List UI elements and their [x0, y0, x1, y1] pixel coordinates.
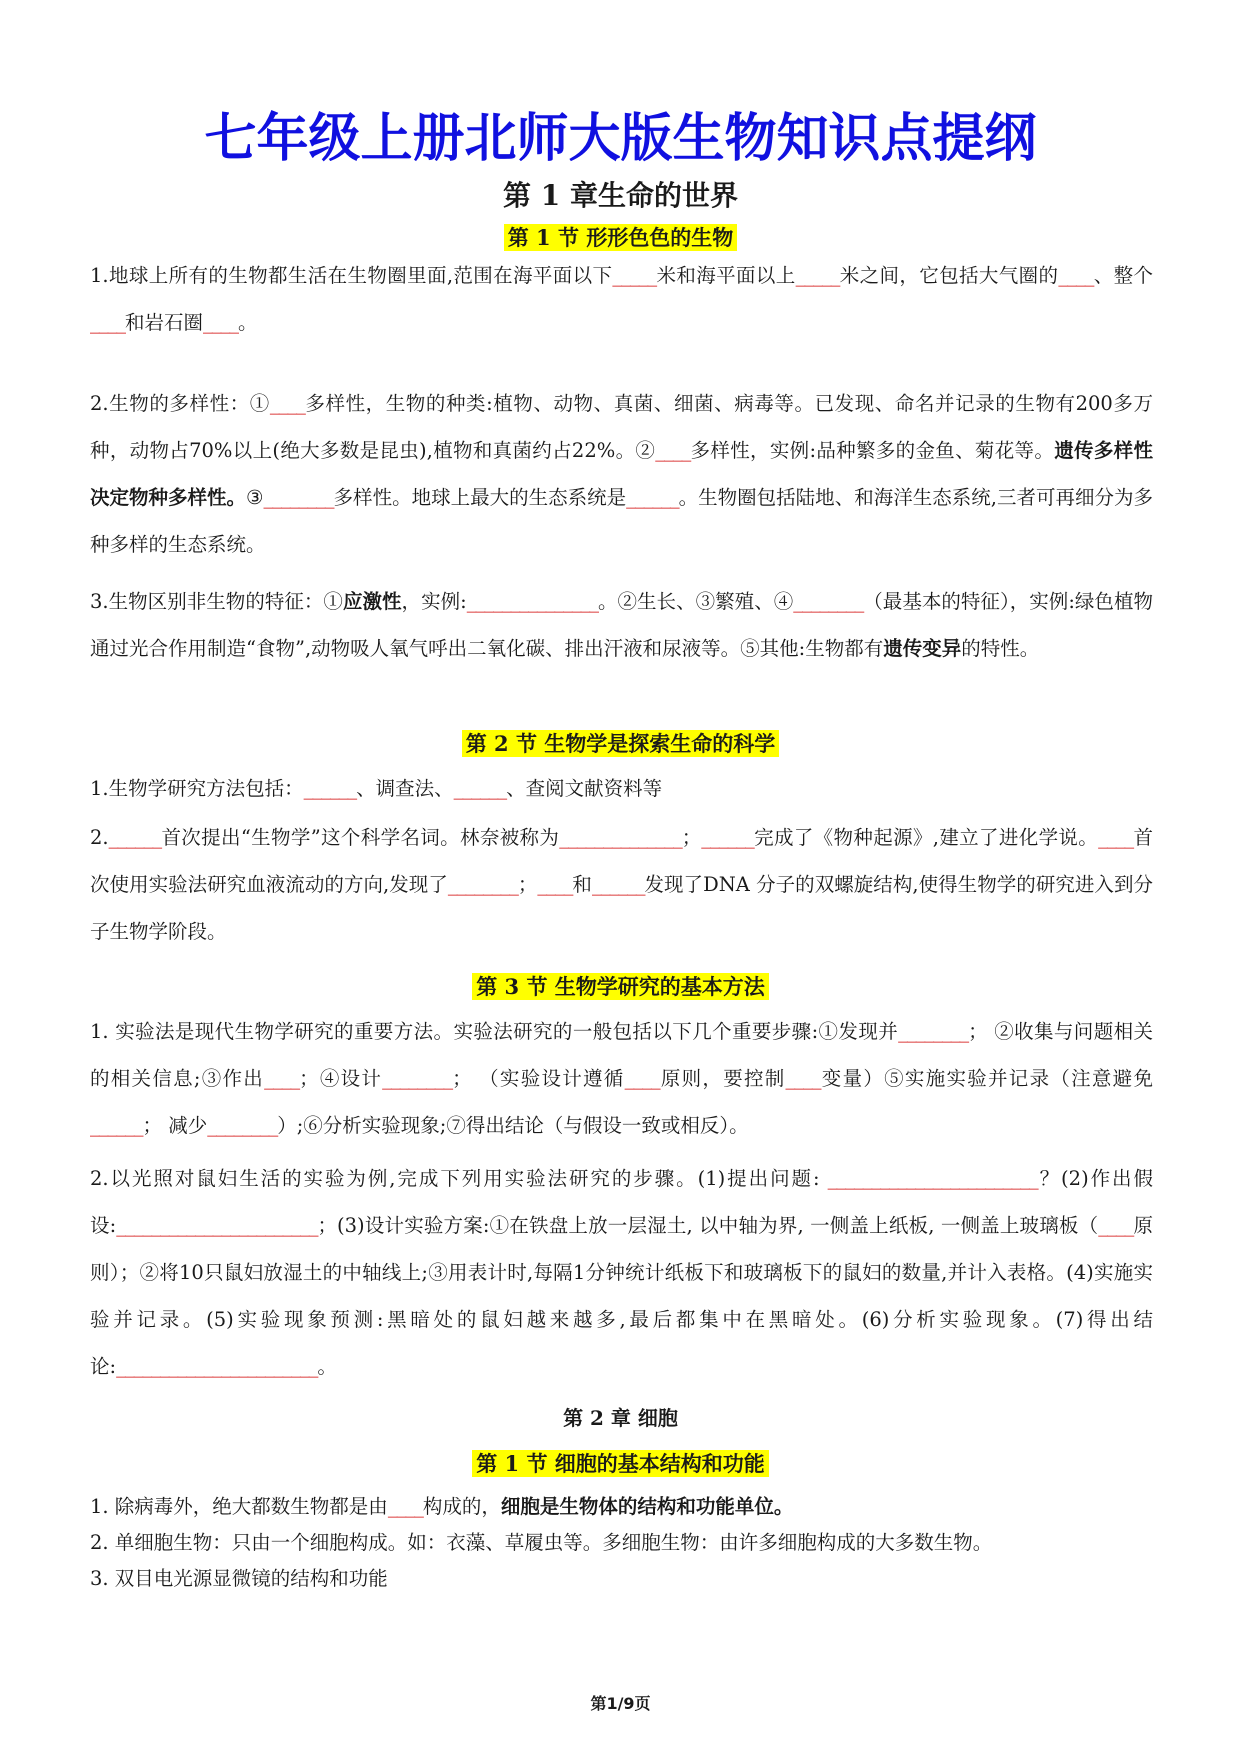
fill-blank: ____	[264, 1067, 300, 1090]
document-title: 七年级上册北师大版生物知识点提纲	[204, 109, 1037, 169]
text: 。生物圈包括陆地、和海洋生态系统,三者可再细分为多种多样的生态系统。	[90, 486, 1153, 556]
fill-blank: ________	[382, 1067, 453, 1090]
text: 多样性，生物的种类:植物、动物、真菌、细菌、病毒等。已发现、命名并记录的生物有200多万种，动物占70%以上(绝大多数是昆虫),植物和真菌约占22%。②	[90, 392, 1153, 462]
text: ；④设计	[299, 1067, 383, 1090]
fill-blank: _____	[795, 264, 840, 287]
section-1-1-highlight: 第 1 节 形形色色的生物	[504, 224, 738, 251]
text: ；(3)设计实验方案:①在铁盘上放一层湿土, 以中轴为界, 一侧盖上纸板, 一侧盖上玻璃板（	[317, 1214, 1099, 1237]
fill-blank: ________	[263, 486, 334, 509]
text: 首次提出“生物学”这个科学名词。林奈被称为	[161, 826, 560, 849]
text: 和岩石圈	[125, 311, 204, 334]
fill-blank: ____	[624, 1067, 660, 1090]
text: 完成了《物种起源》,建立了进化学说。	[753, 826, 1099, 849]
text: 1.生物学研究方法包括：	[90, 777, 304, 800]
text: ③	[246, 486, 264, 509]
fill-blank: ____	[1058, 264, 1094, 287]
fill-blank: _______________________	[116, 1214, 318, 1237]
fill-blank: ____	[387, 1495, 423, 1518]
fill-blank: ______	[108, 826, 162, 849]
text: 。	[238, 311, 258, 334]
fill-blank: ____	[269, 392, 305, 415]
chapter-2-heading: 第 2 章 细胞	[563, 1406, 678, 1430]
fill-blank: ______	[303, 777, 357, 800]
paragraph-1-1-3	[90, 578, 1153, 672]
text: （最基本的特征），实例:绿色植物通过光合作用制造“食物”,动物吸人氧气呼出二氧化碳、排出汗液和尿液等。⑤其他:生物都有	[90, 590, 1153, 660]
text: 1. 实验法是现代生物学研究的重要方法。实验法研究的一般包括以下几个重要步骤:①发现并	[90, 1020, 899, 1043]
text: ？(2)作出假设:	[90, 1167, 1154, 1237]
text: 、调查法、	[356, 777, 454, 800]
fill-blank: ______	[701, 826, 754, 849]
text: 、整个	[1093, 264, 1153, 287]
paragraph-1-2-2	[90, 814, 1153, 955]
bold-text: 遗传变异	[883, 637, 962, 660]
text: 发现了DNA 分子的双螺旋结构,使得生物学的研究进入到分子生物学阶段。	[90, 873, 1153, 943]
text: ；	[681, 826, 702, 849]
fill-blank: ____	[203, 311, 239, 334]
paragraph-1-1-2	[90, 380, 1153, 568]
fill-blank: _______________	[466, 590, 598, 613]
section-2-1-heading	[0, 1448, 1241, 1480]
text: 3.生物区别非生物的特征：①	[90, 590, 343, 613]
text: 变量）⑤实施实验并记录（注意避免	[820, 1067, 1153, 1090]
text: 1. 除病毒外，绝大都数生物都是由	[90, 1495, 388, 1518]
fill-blank: ______	[626, 486, 679, 509]
fill-blank: ________	[207, 1114, 278, 1137]
paragraph-1-3-1	[90, 1008, 1153, 1149]
fill-blank: ____	[785, 1067, 821, 1090]
text: 构成的，	[422, 1495, 501, 1518]
text: 米之间，它包括大气圈的	[839, 264, 1059, 287]
text: ； （实验设计遵循	[452, 1067, 625, 1090]
page-number: 第1/9页	[590, 1694, 651, 1713]
paragraph-2-1-1	[90, 1489, 1153, 1525]
paragraph-1-1-1	[90, 252, 1153, 346]
paragraph-1-2-1	[90, 765, 1153, 812]
fill-blank: ____	[1098, 826, 1134, 849]
fill-blank: ______	[591, 873, 645, 896]
paragraph-2-1-2	[90, 1525, 1153, 1561]
fill-blank: ________	[793, 590, 864, 613]
text: 。	[317, 1355, 337, 1378]
fill-blank: ____	[537, 873, 573, 896]
text: 、查阅文献资料等	[506, 777, 663, 800]
text: 多样性，实例:品种繁多的金鱼、菊花等。	[690, 439, 1055, 462]
fill-blank: ________________________	[827, 1167, 1038, 1190]
text: 原则）；②将10只鼠妇放湿土的中轴线上;③用表计时,每隔1分钟统计纸板下和玻璃板下的鼠妇的数量,并计入表格。(4)实施实验并记录。(5)实验现象预测:黑暗处的鼠妇越来越多,最后都集中在黑暗处。(6)分析实验现象。(7)得出结论:	[90, 1214, 1153, 1378]
chapter-1-heading: 第 1 章生命的世界	[503, 179, 738, 212]
fill-blank: ______________	[559, 826, 682, 849]
section-1-1-heading	[0, 222, 1241, 254]
section-1-2-heading	[0, 728, 1241, 760]
fill-blank: ____	[90, 311, 125, 334]
text: ；	[517, 873, 538, 896]
text: 3. 双目电光源显微镜的结构和功能	[90, 1567, 388, 1590]
text: 首次使用实验法研究血液流动的方向,发现了	[90, 826, 1153, 896]
text: ）;⑥分析实验现象;⑦得出结论（与假设一致或相反）。	[277, 1114, 749, 1137]
fill-blank: _____	[612, 264, 657, 287]
text: 米和海平面以上	[656, 264, 796, 287]
paragraph-1-3-2	[90, 1155, 1153, 1390]
bold-text: 应激性	[342, 590, 402, 613]
fill-blank: _______________________	[116, 1355, 318, 1378]
text: 1.地球上所有的生物都生活在生物圈里面,范围在海平面以下	[90, 264, 613, 287]
section-1-2-highlight: 第 2 节 生物学是探索生命的科学	[462, 730, 780, 757]
text: 2.	[90, 826, 109, 849]
fill-blank: ______	[90, 1114, 143, 1137]
bold-text: 遗传多样性决定物种多样性。	[90, 439, 1153, 509]
paragraph-2-1-3	[90, 1561, 1153, 1597]
text: 多样性。地球上最大的生态系统是	[333, 486, 627, 509]
fill-blank: ________	[898, 1020, 969, 1043]
text: 和	[572, 873, 592, 896]
text: ； ②收集与问题相关的相关信息;③作出	[90, 1020, 1153, 1090]
section-1-3-highlight: 第 3 节 生物学研究的基本方法	[472, 973, 769, 1000]
text: 。②生长、③繁殖、④	[597, 590, 794, 613]
section-2-1-highlight: 第 1 节 细胞的基本结构和功能	[472, 1450, 769, 1477]
text: ； 减少	[142, 1114, 208, 1137]
fill-blank: ______	[453, 777, 507, 800]
fill-blank: ____	[1098, 1214, 1134, 1237]
section-1-3-heading	[0, 971, 1241, 1003]
fill-blank: ________	[447, 873, 518, 896]
bold-text: 细胞是生物体的结构和功能单位。	[500, 1495, 794, 1518]
text: 原则，要控制	[659, 1067, 786, 1090]
text: 2.以光照对鼠妇生活的实验为例,完成下列用实验法研究的步骤。(1)提出问题:	[90, 1167, 828, 1190]
text: ，实例:	[401, 590, 467, 613]
text: 2.生物的多样性：①	[90, 392, 270, 415]
fill-blank: ____	[655, 439, 691, 462]
text: 的特性。	[961, 637, 1040, 660]
text: 2. 单细胞生物：只由一个细胞构成。如：衣藻、草履虫等。多细胞生物：由许多细胞构成的大多数生物。	[90, 1531, 993, 1554]
